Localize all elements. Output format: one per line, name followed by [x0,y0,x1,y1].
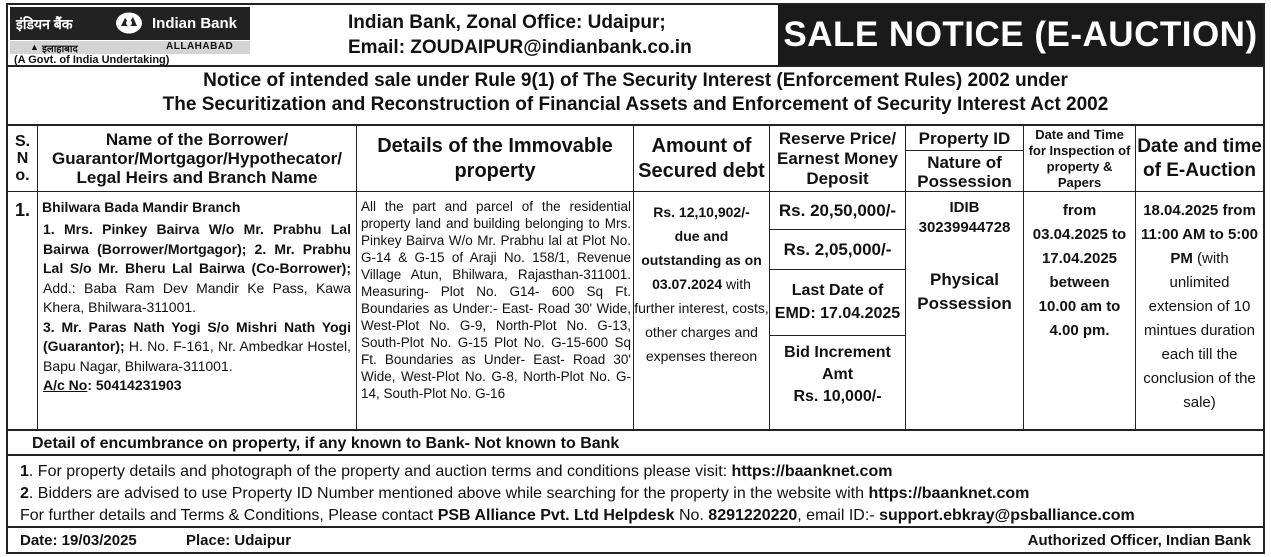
sno-header-part: o. [15,167,30,184]
notice-place: Place: Udaipur [186,532,292,549]
branch-name: Bhilwara Bada Mandir Branch [42,199,241,215]
inspection-time: 10.00 am to 4.00 pm. [1038,298,1121,339]
note-text: . For property details and photograph of the property and auction terms and conditions please visit: [28,463,732,480]
notice-line-2: The Securitization and Reconstruction of Financial Assets and Enforcement of Security Interest Act 2002 [162,94,1109,115]
reserve-cell [770,192,905,429]
property-details: All the part and parcel of the residential property land and building belonging to Mrs. Pinkey Bairva W/o Mr. Prabhu lal at Plot No. G-14 & G-15 of Araji No. 158/1, Revenue Village Atun, Bhilwara, Rajasthan-311001. Measuring- Plot No. G14- 600 Sq Ft. Boundaries as Under:- East- Road 30' Wide, West-Plot No. G-9, North-Plot No. G-13, South-Plot No. G-15 Plot No. G-15-600 Sq Ft. Boundaries as Under- East- Road 30' Wide, West-Plot No. G-8, North-Plot No. G-14, South-Plot No. G-16 [361,199,631,401]
auction-date-header: Date and time of E-Auction [1136,126,1263,192]
signature-row [8,526,1263,552]
logo-allahabad-strip [10,41,250,54]
guarantor-address: H. No. F-161, Nr. Ambedkar Hostel, Bapu Nagar, Bhilwara-311001. [43,338,351,374]
reserve-price: Rs. 20,50,000/- [770,192,905,230]
footer-note-2 [20,483,1260,505]
notice-heading [8,69,1263,117]
inspection-details [1024,199,1135,343]
col-borrower [38,126,357,429]
last-date-emd: Last Date of EMD: 17.04.2025 [770,270,905,336]
auction-extension: (with unlimited extension of 10 mintues duration each till the conclusion of the sale) [1143,250,1256,411]
note-text: For further details and Terms & Conditions, Please contact [20,507,438,524]
col-amount [634,126,770,429]
notice-date: Date: 19/03/2025 [20,532,137,549]
footer-note-1 [20,461,1260,483]
office-email: Email: ZOUDAIPUR@indianbank.co.in [348,37,692,58]
note-number: 2 [20,485,29,502]
sno-header-part: N [16,150,29,167]
helpdesk-phone: 8291220220 [708,507,798,524]
website-link[interactable]: https://baanknet.com [731,463,893,480]
property-id-header: Property ID [906,126,1023,151]
logo-hindi-name: इंडियन बैंक [16,16,73,32]
sale-notice-title: SALE NOTICE (E-AUCTION) [778,5,1263,65]
inspection-between: between [1049,274,1110,291]
col-property-id [906,126,1024,429]
auction-table [8,124,1263,431]
header [8,5,1263,67]
logo-allahabad: ALLAHABAD [166,41,234,52]
auction-details [1140,199,1259,415]
note-text: . Bidders are advised to use Property ID Number mentioned above while searching for the property in the website with [28,485,869,502]
note-number: 1 [20,463,29,480]
borrower-names: 1. Mrs. Pinkey Bairva W/o Mr. Prabhu Lal Bairwa (Borrower/Mortgagor); 2. Mr. Prabhu Lal S/o Mr. Bheru Lal Bairwa (Co-Borrower); [43,221,351,276]
account-label: A/c No [43,377,88,393]
inspection-header: Date and Time for Inspection of property & Papers [1024,126,1135,192]
inspection-dates: 03.04.2025 to 17.04.2025 [1032,226,1127,267]
amount-details [634,200,769,368]
sale-notice-page [6,3,1265,554]
website-link[interactable]: https://baanknet.com [868,485,1030,502]
support-email[interactable]: support.ebkray@psballiance.com [879,507,1135,524]
bid-increment-value: Rs. 10,000/- [793,388,882,405]
authorized-officer: Authorized Officer, Indian Bank [1027,532,1251,549]
borrower-details [43,220,351,396]
amount-due-date: due and outstanding as on 03.07.2024 [641,228,762,292]
logo-banner [10,7,250,40]
borrower-address: Add.: Baba Ram Dev Mandir Ke Pass, Kawa Khera, Bhilwara-311001. [43,279,351,315]
inspection-from: from [1062,202,1097,219]
bank-emblem-icon [114,11,144,35]
office-line: Indian Bank, Zonal Office: Udaipur; [348,12,666,33]
logo-english-name: Indian Bank [152,15,238,32]
amount-terms: with further interest, costs, other charges and expenses thereon [634,276,769,364]
notice-line-1: Notice of intended sale under Rule 9(1) of The Security Interest (Enforcement Rules) 2002 under [203,70,1068,91]
account-number: : 50414231903 [87,377,182,393]
logo-allahabad-hindi: इलाहाबाद [42,44,78,55]
auction-datetime: 18.04.2025 from 11:00 AM to 5:00 PM [1141,202,1258,267]
emd-amount: Rs. 2,05,000/- [770,230,905,270]
footer-notes [20,461,1260,527]
col-property [357,126,634,429]
possession-value: Physical Possession [917,270,1012,313]
logo-govt-tagline: (A Govt. of India Undertaking) [14,54,170,66]
note-text: , email ID:- [797,507,880,524]
borrower-header: Name of the Borrower/ Guarantor/Mortgagor/Hypothecator/ Legal Heirs and Branch Name [38,126,356,192]
col-inspection [1024,126,1136,429]
col-reserve [770,126,906,429]
amount-value: Rs. 12,10,902/- [653,204,750,220]
amount-header: Amount of Secured debt [634,126,769,192]
property-header: Details of the Immovable property [357,126,633,192]
possession-header: Nature of Possession [906,151,1023,192]
sno-header-part: S. [14,133,31,150]
helpdesk-org: PSB Alliance Pvt. Ltd Helpdesk [437,507,675,524]
property-id-value: IDIB 30239944728 [918,199,1011,236]
sno-header [8,126,37,192]
footer-note-3 [20,505,1260,527]
office-info [348,10,768,60]
col-sno [8,126,38,429]
note-text: No. [674,507,709,524]
encumbrance-row: Detail of encumbrance on property, if any known to Bank- Not known to Bank [8,431,1263,456]
guarantor-name: 3. Mr. Paras Nath Yogi S/o Mishri Nath Yogi (Guarantor); [43,318,351,354]
reserve-header: Reserve Price/ Earnest Money Deposit [770,126,905,192]
bid-increment-label: Bid Increment Amt [784,344,891,383]
col-auction-date [1136,126,1263,429]
indian-bank-logo [10,7,250,65]
bid-increment [770,336,905,416]
triangle-icon: ▲ [30,42,39,52]
sno-value: 1. [14,200,30,220]
